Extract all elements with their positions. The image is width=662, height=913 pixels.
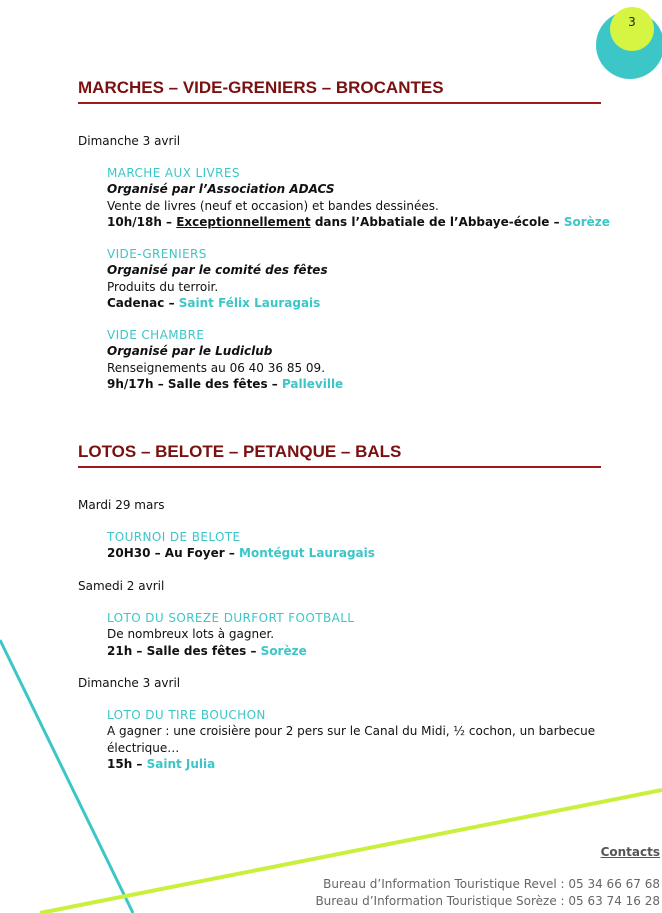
event-date: Dimanche 3 avril: [78, 134, 181, 148]
event-info-line: [107, 376, 627, 392]
event-venue: 21h – Salle des fêtes –: [107, 643, 257, 658]
event-marche-aux-livres: [107, 165, 627, 230]
event-description: Produits du terroir.: [107, 279, 219, 294]
event-title: VIDE-GRENIERS: [107, 247, 207, 261]
event-venue: 15h –: [107, 756, 143, 771]
event-venue: 9h/17h – Salle des fêtes –: [107, 376, 278, 391]
event-title: MARCHE AUX LIVRES: [107, 166, 240, 180]
event-organizer: Organisé par le comité des fêtes: [107, 263, 328, 278]
event-info-line: [107, 643, 627, 659]
event-date: Dimanche 3 avril: [78, 676, 181, 690]
page-number: 3: [628, 15, 636, 29]
event-title: VIDE CHAMBRE: [107, 328, 205, 342]
event-date: Samedi 2 avril: [78, 579, 165, 593]
event-town: Montégut Lauragais: [239, 546, 375, 561]
event-title: TOURNOI DE BELOTE: [107, 530, 241, 544]
event-description: A gagner : une croisière pour 2 pers sur le Canal du Midi, ½ cochon, un barbecue: [107, 724, 596, 739]
event-description: De nombreux lots à gagner.: [107, 627, 275, 642]
section-divider: [78, 102, 601, 104]
section-divider: [78, 466, 601, 468]
event-time: 10h/18h –: [107, 214, 173, 229]
lime-circle-shape: [610, 7, 654, 51]
section-title-lotos: LOTOS – BELOTE – PETANQUE – BALS: [78, 442, 402, 461]
event-town: Palleville: [281, 376, 344, 391]
event-info-line: [107, 756, 627, 772]
event-title: LOTO DU SOREZE DURFORT FOOTBALL: [107, 611, 355, 625]
event-tournoi-belote: [107, 529, 627, 562]
event-vide-greniers: [107, 246, 627, 311]
event-info-line: [107, 545, 627, 561]
event-town: Sorèze: [260, 643, 307, 658]
contacts-heading: Contacts: [600, 845, 660, 859]
event-venue: 20H30 – Au Foyer –: [107, 546, 235, 561]
event-town: Saint Félix Lauragais: [178, 295, 321, 310]
event-description: Vente de livres (neuf et occasion) et bandes dessinées.: [107, 198, 439, 213]
event-loto-football: [107, 610, 627, 659]
event-title: LOTO DU TIRE BOUCHON: [107, 708, 266, 722]
event-organizer: Organisé par l’Association ADACS: [107, 182, 335, 197]
event-organizer: Organisé par le Ludiclub: [107, 344, 273, 359]
event-info-line: [107, 295, 627, 311]
event-vide-chambre: [107, 327, 627, 392]
event-venue: dans l’Abbatiale de l’Abbaye-école –: [314, 214, 560, 229]
contact-line-revel: Bureau d’Information Touristique Revel : 05 34 66 67 68: [323, 877, 660, 891]
section-title-marches: MARCHES – VIDE-GRENIERS – BROCANTES: [78, 78, 444, 97]
event-description-continued: électrique…: [107, 740, 180, 755]
event-town: Sorèze: [563, 214, 610, 229]
contact-line-soreze: Bureau d’Information Touristique Sorèze : 05 63 74 16 28: [315, 894, 660, 908]
event-emphasis: Exceptionnellement: [176, 214, 311, 229]
event-description: Renseignements au 06 40 36 85 09.: [107, 360, 326, 375]
event-info-line: [107, 214, 627, 230]
event-venue: Cadenac –: [107, 295, 175, 310]
event-town: Saint Julia: [146, 756, 216, 771]
event-date: Mardi 29 mars: [78, 498, 165, 512]
event-loto-tire-bouchon: [107, 707, 627, 772]
